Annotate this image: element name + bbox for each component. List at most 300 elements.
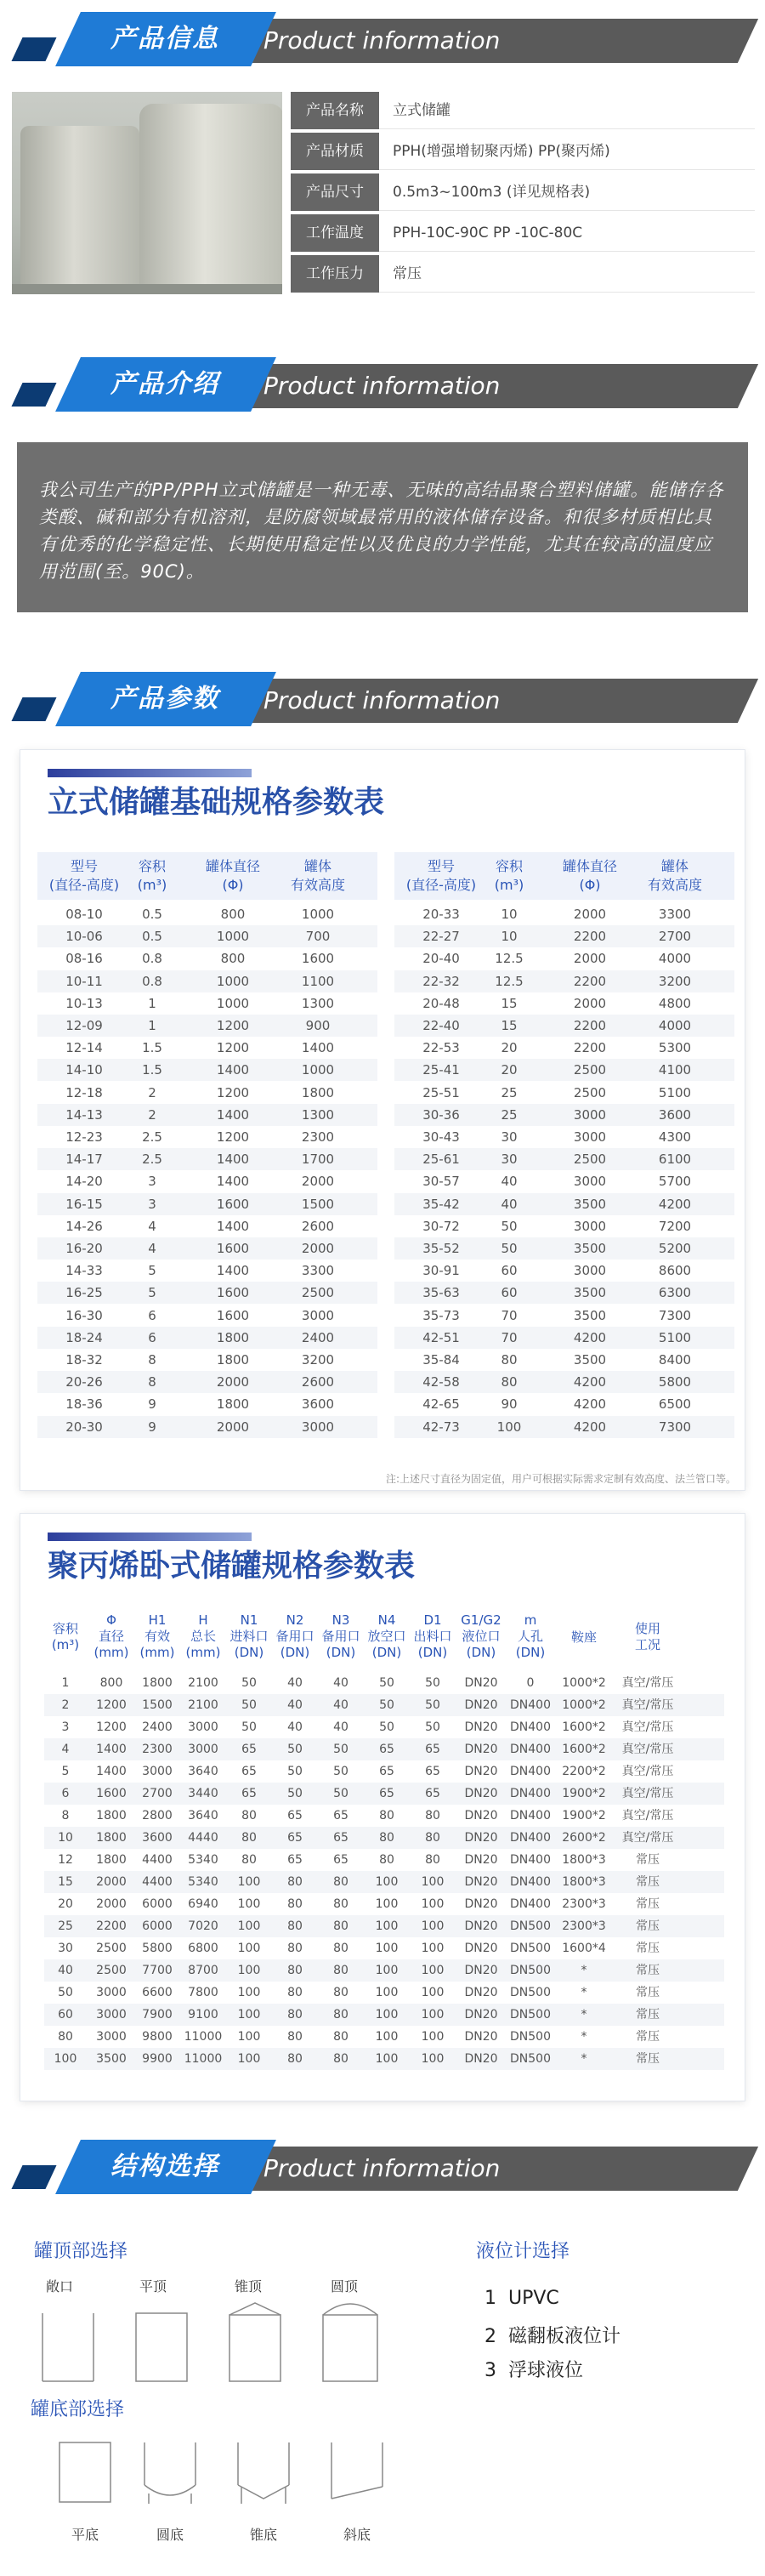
table-cell: 18-32 — [65, 1352, 103, 1368]
table-cell: 1200 — [216, 1084, 250, 1100]
info-row — [291, 173, 755, 211]
header-line: 型号 — [70, 858, 98, 874]
table-cell: 2.5 — [142, 1129, 162, 1145]
table-cell: * — [581, 1986, 587, 1999]
table-cell: 80 — [379, 1853, 394, 1867]
table-cell: DN500 — [510, 2030, 551, 2044]
table-cell: 25 — [58, 1919, 73, 1933]
table-row — [44, 2048, 724, 2070]
top-type-caption: 平顶 — [139, 2278, 167, 2295]
table-cell: 2200 — [573, 1040, 607, 1056]
table-cell: DN400 — [510, 1831, 551, 1845]
table-cell: 9100 — [188, 2008, 218, 2022]
table-row — [44, 2026, 724, 2048]
table-cell: 0.5 — [142, 907, 162, 922]
table-cell: 5800 — [658, 1374, 692, 1390]
table-cell: 3500 — [573, 1196, 607, 1212]
header-line: 液位口 — [462, 1629, 501, 1644]
table-cell: 1400 — [216, 1263, 250, 1279]
table-cell: 5100 — [658, 1329, 692, 1345]
table-cell: 7700 — [142, 1964, 173, 1977]
table-cell: 22-32 — [422, 973, 460, 989]
table-cell: 1600 — [216, 1241, 250, 1256]
table-cell: 80 — [379, 1831, 394, 1845]
table-cell: DN20 — [464, 1831, 498, 1845]
table-cell: 80 — [333, 1897, 348, 1911]
table-cell: 80 — [287, 2052, 303, 2066]
table-row — [44, 2004, 724, 2026]
table-cell: 1000 — [216, 929, 250, 945]
table-cell: 80 — [287, 1897, 303, 1911]
header-cell — [614, 1621, 682, 1653]
table-cell: 65 — [379, 1787, 394, 1800]
table-cell: 16-20 — [65, 1241, 103, 1256]
header-line: 总长 — [190, 1629, 216, 1644]
table-cell: 900 — [305, 1018, 331, 1033]
table-cell: 常压 — [636, 1986, 660, 1999]
header-line: N1 — [240, 1612, 258, 1628]
section-header-intro — [17, 357, 748, 412]
table-cell: 0.8 — [142, 951, 162, 967]
table-cell: 4100 — [658, 1062, 692, 1078]
header-line: (Φ) — [222, 877, 244, 893]
table-cell: 20-48 — [422, 995, 460, 1011]
table-cell: 3500 — [573, 1307, 607, 1323]
table-cell: 4000 — [658, 951, 692, 967]
table-cell: 80 — [501, 1352, 518, 1368]
table-cell: 1200 — [96, 1698, 127, 1712]
table-cell: 60 — [501, 1285, 518, 1301]
table-cell: DN20 — [464, 1986, 498, 1999]
table-row — [394, 970, 734, 992]
header-cell — [122, 857, 182, 895]
table-cell: 100 — [421, 1986, 445, 1999]
table-cell: 2700 — [658, 929, 692, 945]
level-option: 1 UPVC — [484, 2288, 559, 2309]
table-cell: 4300 — [658, 1129, 692, 1145]
table-cell: 10 — [58, 1831, 73, 1845]
table-cell: * — [581, 1964, 587, 1977]
info-row — [291, 255, 755, 293]
section-title-en: Product information — [264, 2154, 501, 2182]
table-cell: 11000 — [184, 2052, 223, 2066]
table-row — [37, 1082, 377, 1104]
table-cell: 1.5 — [142, 1062, 162, 1078]
table-cell: DN400 — [510, 1787, 551, 1800]
table-cell: DN20 — [464, 1875, 498, 1889]
table-cell: 100 — [237, 2008, 261, 2022]
header-line: 备用口 — [321, 1629, 360, 1644]
table-row — [37, 1237, 377, 1260]
table-cell: DN500 — [510, 2052, 551, 2066]
table-cell: 3500 — [573, 1352, 607, 1368]
table-cell: 1000 — [301, 907, 335, 922]
table-cell: 2000 — [573, 951, 607, 967]
table-cell: 2500 — [573, 1062, 607, 1078]
table-cell: 8600 — [658, 1263, 692, 1279]
table-cell: DN20 — [464, 1765, 498, 1778]
table-row — [37, 1393, 377, 1415]
header-line: (直径-高度) — [405, 877, 477, 893]
table-cell: DN20 — [464, 2052, 498, 2066]
table-row — [394, 1015, 734, 1037]
header-line: Φ — [106, 1612, 116, 1628]
table-cell: 1800 — [96, 1809, 127, 1823]
table-cell: 80 — [287, 2030, 303, 2044]
table-cell: 3300 — [301, 1263, 335, 1279]
table-cell: 100 — [237, 1986, 261, 1999]
table-cell: 100 — [421, 1964, 445, 1977]
table-cell: 3000 — [573, 1263, 607, 1279]
table-cell: DN400 — [510, 1897, 551, 1911]
top-type-caption: 敞口 — [45, 2278, 73, 2295]
section-title-zh: 产品介绍 — [110, 369, 219, 399]
table-cell: 1600*4 — [562, 1942, 606, 1955]
header-line: 有效高度 — [647, 877, 702, 893]
table-cell: 65 — [287, 1809, 303, 1823]
table-cell: 7900 — [142, 2008, 173, 2022]
table-row — [394, 1282, 734, 1304]
table-cell: 4200 — [573, 1374, 607, 1390]
table-cell: 100 — [421, 2008, 445, 2022]
table-cell: 11000 — [184, 2030, 223, 2044]
table-row — [37, 1037, 377, 1059]
table-row — [394, 1059, 734, 1081]
table-cell: 0 — [526, 1676, 535, 1690]
table-cell: 65 — [379, 1743, 394, 1756]
table-cell: 80 — [501, 1374, 518, 1390]
table-cell: 3000 — [301, 1307, 335, 1323]
table-cell: 10-06 — [65, 929, 103, 945]
table-cell: 50 — [379, 1698, 394, 1712]
table-cell: DN20 — [464, 1942, 498, 1955]
table-row — [37, 1349, 377, 1371]
table-cell: 9800 — [142, 2030, 173, 2044]
table-cell: DN400 — [510, 1853, 551, 1867]
table-cell: 100 — [375, 2052, 399, 2066]
table-cell: 2000 — [573, 907, 607, 922]
table-row — [44, 1893, 724, 1915]
table-cell: 5 — [61, 1765, 70, 1778]
table-cell: 3200 — [658, 973, 692, 989]
table-cell: 7020 — [188, 1919, 218, 1933]
table-cell: 2000 — [573, 995, 607, 1011]
table-row — [394, 1037, 734, 1059]
table-cell: 14-33 — [65, 1263, 103, 1279]
table-cell: 20 — [501, 1062, 518, 1078]
header-line: 罐体直径 — [562, 858, 617, 874]
table-row — [394, 1170, 734, 1192]
table-row — [394, 992, 734, 1015]
table-cell: 22-27 — [422, 929, 460, 945]
table-cell: 5340 — [188, 1875, 218, 1889]
table-cell: 3000 — [96, 2008, 127, 2022]
header-cell — [403, 857, 479, 895]
table-cell: 9 — [148, 1419, 156, 1435]
table-cell: 7200 — [658, 1218, 692, 1234]
table-cell: 12-09 — [65, 1018, 103, 1033]
table-cell: 1300 — [301, 1106, 335, 1123]
table-cell: 2700 — [142, 1787, 173, 1800]
table-cell: 5300 — [658, 1040, 692, 1056]
table-cell: DN400 — [510, 1809, 551, 1823]
table-cell: 真空/常压 — [621, 1787, 674, 1800]
table-cell: 100 — [375, 1942, 399, 1955]
table-cell: 35-84 — [422, 1352, 460, 1368]
info-key: 产品名称 — [291, 92, 379, 129]
table-row — [394, 1349, 734, 1371]
cone-bottom-tank-icon — [238, 2442, 289, 2504]
table-row — [394, 1393, 734, 1415]
info-row — [291, 92, 755, 129]
table-cell: 常压 — [636, 2030, 660, 2044]
table-cell: 1800 — [96, 1831, 127, 1845]
table-cell: 1900*2 — [562, 1787, 606, 1800]
header-cell — [46, 857, 122, 895]
header-cell — [479, 857, 539, 895]
table-cell: 25-51 — [422, 1084, 460, 1100]
table-cell: 40 — [501, 1174, 518, 1190]
table-cell: 4000 — [658, 1018, 692, 1033]
table-cell: 65 — [333, 1831, 348, 1845]
table-cell: 30-57 — [422, 1174, 460, 1190]
table-cell: 6100 — [658, 1152, 692, 1168]
table-row — [44, 1849, 724, 1871]
table-cell: 1800 — [142, 1676, 173, 1690]
table-cell: 2 — [148, 1106, 156, 1123]
header-cell — [275, 857, 360, 895]
table-cell: 6 — [148, 1329, 156, 1345]
table-cell: 15 — [58, 1875, 73, 1889]
table-cell: 40 — [287, 1720, 303, 1734]
table-cell: 25 — [501, 1106, 518, 1123]
table-cell: 3440 — [188, 1787, 218, 1800]
table-cell: 65 — [333, 1809, 348, 1823]
table-row — [394, 1193, 734, 1215]
header-line: (Φ) — [579, 877, 601, 893]
table-cell: 15 — [501, 1018, 518, 1033]
table-row — [37, 1193, 377, 1215]
table-cell: 6500 — [658, 1396, 692, 1413]
header-line: H — [198, 1612, 208, 1628]
header-cell — [507, 1612, 554, 1661]
flat-bottom-tank-icon — [60, 2442, 110, 2502]
table-row — [37, 1371, 377, 1393]
table-cell: DN20 — [464, 1964, 498, 1977]
header-line: m — [524, 1612, 537, 1628]
table-cell: 65 — [379, 1765, 394, 1778]
bottom-selection-label: 罐底部选择 — [31, 2399, 125, 2420]
header-line: N2 — [286, 1612, 304, 1628]
table-cell: 80 — [333, 1875, 348, 1889]
table-cell: 18-24 — [65, 1329, 103, 1345]
table-cell: 2000 — [96, 1897, 127, 1911]
table-cell: 100 — [421, 1875, 445, 1889]
header-cell — [410, 1612, 456, 1661]
table-cell: 100 — [237, 1875, 261, 1889]
table-cell: 800 — [220, 907, 246, 922]
table-cell: 35-73 — [422, 1307, 460, 1323]
section-title-en: Product information — [264, 686, 501, 714]
table-cell: 30-91 — [422, 1263, 460, 1279]
table-cell: 50 — [287, 1743, 303, 1756]
table-cell: 42-65 — [422, 1396, 460, 1413]
header-line: 出料口 — [413, 1629, 452, 1644]
table-cell: 80 — [287, 1919, 303, 1933]
table-cell: 12-14 — [65, 1040, 103, 1056]
table-cell: 1100 — [301, 973, 335, 989]
table-cell: 14-10 — [65, 1062, 103, 1078]
table-cell: 4400 — [142, 1853, 173, 1867]
table-cell: 80 — [241, 1853, 257, 1867]
table-row — [394, 1215, 734, 1237]
header-line: (DN) — [326, 1645, 356, 1660]
table-cell: 2600 — [301, 1374, 335, 1390]
table-cell: DN400 — [510, 1875, 551, 1889]
header-line: N3 — [332, 1612, 350, 1628]
horizontal-table-title: 聚丙烯卧式储罐规格参数表 — [48, 1549, 416, 1584]
table-row — [44, 1827, 724, 1849]
header-line: 罐体 — [660, 858, 688, 874]
table-cell: 40 — [287, 1676, 303, 1690]
table-cell: 2200*2 — [562, 1765, 606, 1778]
table-cell: DN20 — [464, 1743, 498, 1756]
table-cell: 6600 — [142, 1986, 173, 1999]
table-cell: 65 — [241, 1743, 257, 1756]
table-cell: 5200 — [658, 1241, 692, 1256]
table-cell: 25 — [501, 1084, 518, 1100]
table-cell: 100 — [375, 1875, 399, 1889]
info-value: PPH(增强增韧聚丙烯) PP(聚丙烯) — [393, 143, 610, 160]
table-cell: 14-17 — [65, 1152, 103, 1168]
table-cell: 3000 — [96, 1986, 127, 1999]
table-cell: 7300 — [658, 1307, 692, 1323]
table-cell: 1400 — [216, 1218, 250, 1234]
table-cell: 80 — [287, 1964, 303, 1977]
table-cell: 3500 — [96, 2052, 127, 2066]
table-cell: 80 — [241, 1809, 257, 1823]
table-cell: 80 — [287, 1986, 303, 1999]
table-cell: 3000 — [573, 1106, 607, 1123]
table-cell: 3600 — [301, 1396, 335, 1413]
table-cell: 6 — [148, 1307, 156, 1323]
table-cell: 3000 — [573, 1129, 607, 1145]
table-cell: 2400 — [142, 1720, 173, 1734]
table-cell: 40 — [333, 1676, 348, 1690]
table-cell: 70 — [501, 1329, 518, 1345]
table-cell: 3500 — [573, 1285, 607, 1301]
table-cell: 30-43 — [422, 1129, 460, 1145]
table-cell: 30 — [58, 1942, 73, 1955]
table-cell: 50 — [501, 1241, 518, 1256]
table-cell: 50 — [333, 1743, 348, 1756]
table-cell: 08-10 — [65, 907, 103, 922]
section-title-zh: 产品参数 — [110, 684, 219, 714]
table-cell: 50 — [241, 1720, 257, 1734]
header-line: 直径 — [98, 1629, 124, 1644]
table-cell: 真空/常压 — [621, 1765, 674, 1778]
table-cell: 16-25 — [65, 1285, 103, 1301]
header-line: (mm) — [94, 1645, 129, 1660]
section-title-zh: 产品信息 — [110, 24, 219, 54]
table-cell: DN20 — [464, 1676, 498, 1690]
table-cell: 2500 — [96, 1942, 127, 1955]
table-row — [37, 992, 377, 1015]
table-row — [394, 1305, 734, 1327]
table-cell: 20-30 — [65, 1419, 103, 1435]
table-cell: DN20 — [464, 2008, 498, 2022]
table-cell: 2200 — [573, 973, 607, 989]
header-cell — [190, 857, 275, 895]
table-row — [394, 1327, 734, 1349]
header-line: 罐体 — [303, 858, 332, 874]
table-cell: 1400 — [216, 1106, 250, 1123]
table-cell: DN500 — [510, 1986, 551, 1999]
info-value: 0.5m3~100m3 (详见规格表) — [393, 184, 591, 201]
slope-bottom-tank-icon — [332, 2442, 382, 2499]
table-cell: 100 — [421, 1942, 445, 1955]
table-cell: 1600 — [216, 1285, 250, 1301]
table-cell: DN400 — [510, 1698, 551, 1712]
table-cell: 65 — [425, 1787, 440, 1800]
table-cell: 80 — [241, 1831, 257, 1845]
top-selection-label: 罐顶部选择 — [34, 2241, 128, 2262]
info-row — [291, 133, 755, 170]
info-row — [291, 214, 755, 252]
header-line: D1 — [423, 1612, 442, 1628]
table-cell: 2200 — [573, 1018, 607, 1033]
level-option: 2 磁翻板液位计 — [484, 2326, 620, 2347]
table-row — [37, 1282, 377, 1304]
table-row — [44, 1937, 724, 1959]
table-cell: 1400 — [216, 1152, 250, 1168]
header-cell — [364, 1612, 410, 1661]
table-cell: 7300 — [658, 1419, 692, 1435]
info-value: PPH-10C-90C PP -10C-80C — [393, 225, 583, 242]
table-row — [44, 1959, 724, 1982]
table-cell: 80 — [333, 2052, 348, 2066]
header-cell — [272, 1612, 318, 1661]
table-cell: 7800 — [188, 1986, 218, 1999]
table-cell: 22-40 — [422, 1018, 460, 1033]
table-cell: 4200 — [573, 1396, 607, 1413]
bottom-type-caption: 锥底 — [249, 2527, 277, 2543]
table-cell: 1200 — [216, 1040, 250, 1056]
info-key: 工作压力 — [291, 255, 379, 293]
horizontal-tank-spec-card — [20, 1514, 745, 2101]
table-cell: 2500 — [301, 1285, 335, 1301]
table-row — [37, 1305, 377, 1327]
table-cell: 08-16 — [65, 951, 103, 967]
table-cell: 3000 — [573, 1174, 607, 1190]
table-row — [44, 1694, 724, 1716]
table-cell: 100 — [375, 1964, 399, 1977]
table-cell: 80 — [333, 1964, 348, 1977]
table-cell: 4400 — [142, 1875, 173, 1889]
tank-bottom-diagrams — [51, 2434, 425, 2528]
table-cell: 1000*2 — [562, 1676, 606, 1690]
header-line: (直径-高度) — [48, 877, 120, 893]
table-cell: 40 — [333, 1720, 348, 1734]
table-cell: 50 — [287, 1787, 303, 1800]
table-row — [37, 1015, 377, 1037]
table-cell: 6300 — [658, 1285, 692, 1301]
table-cell: 2100 — [188, 1698, 218, 1712]
round-bottom-tank-icon — [144, 2442, 196, 2504]
table-cell: 42-58 — [422, 1374, 460, 1390]
table-cell: 3640 — [188, 1765, 218, 1778]
bottom-type-caption: 斜底 — [343, 2527, 371, 2543]
